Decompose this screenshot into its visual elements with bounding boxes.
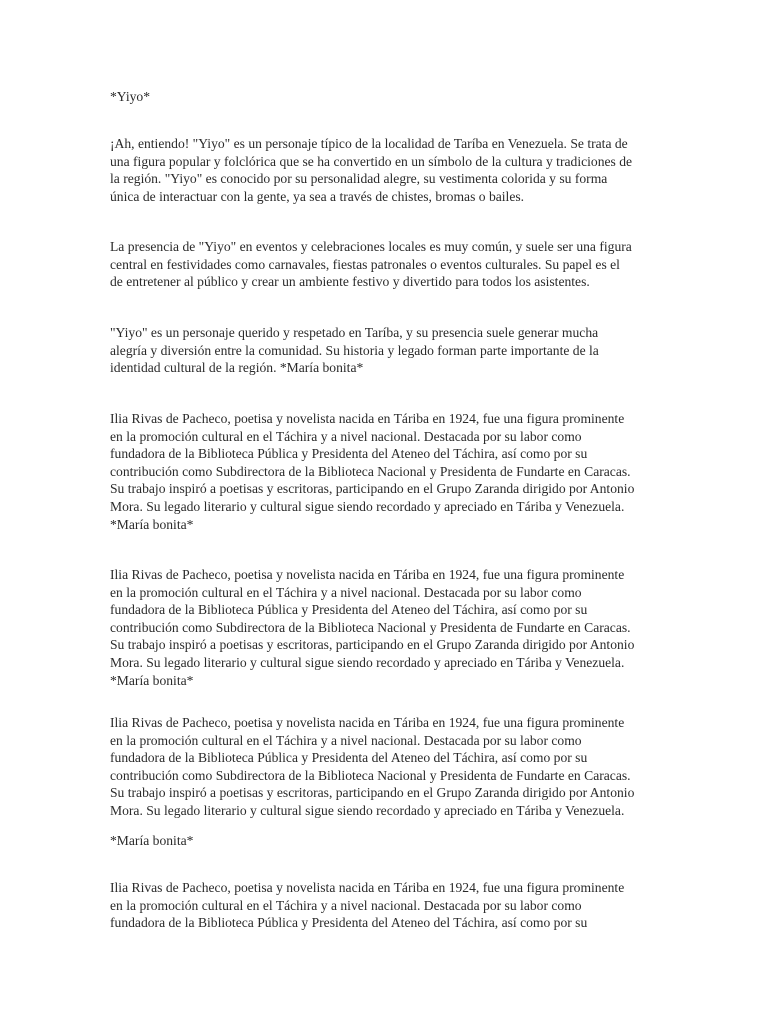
paragraph-ilia-rivas-3 <box>110 714 670 820</box>
paragraph-yiyo-legacy <box>110 324 670 377</box>
signature-line: *María bonita* <box>110 672 194 688</box>
text-line: fundadora de la Biblioteca Pública y Presidenta del Ateneo del Táchira, así como por su <box>110 750 588 766</box>
text-line: identidad cultural de la región. *María bonita* <box>110 360 364 376</box>
text-line: contribución como Subdirectora de la Biblioteca Nacional y Presidenta de Fundarte en Caracas. <box>110 619 631 635</box>
title-line: *Yiyo* <box>110 89 151 104</box>
text-line: fundadora de la Biblioteca Pública y Presidenta del Ateneo del Táchira, así como por su <box>110 602 588 618</box>
text-line: Ilia Rivas de Pacheco, poetisa y novelista nacida en Táriba en 1924, fue una figura prominente <box>110 411 625 426</box>
text-line: única de interactuar con la gente, ya sea a través de chistes, bromas o bailes. <box>110 188 525 204</box>
text-line: en la promoción cultural en el Táchira y a nivel nacional. Destacada por su labor como <box>110 732 582 748</box>
text-line: Mora. Su legado literario y cultural sigue siendo recordado y apreciado en Táriba y Venezuela. <box>110 802 625 818</box>
signature-line: *María bonita* <box>110 516 194 532</box>
text-line: en la promoción cultural en el Táchira y a nivel nacional. Destacada por su labor como <box>110 428 582 444</box>
text-line: la región. "Yiyo" es conocido por su personalidad alegre, su vestimenta colorida y su forma <box>110 171 608 187</box>
text-line: Mora. Su legado literario y cultural sigue siendo recordado y apreciado en Táriba y Venezuela. <box>110 498 625 514</box>
text-line: contribución como Subdirectora de la Biblioteca Nacional y Presidenta de Fundarte en Caracas. <box>110 767 631 783</box>
text-line: en la promoción cultural en el Táchira y a nivel nacional. Destacada por su labor como <box>110 897 582 913</box>
text-line: Su trabajo inspiró a poetisas y escritoras, participando en el Grupo Zaranda dirigido por Antonio <box>110 785 635 801</box>
text-line: Ilia Rivas de Pacheco, poetisa y novelista nacida en Táriba en 1924, fue una figura prominente <box>110 880 625 895</box>
text-line: central en festividades como carnavales, fiestas patronales o eventos culturales. Su papel es el <box>110 256 620 272</box>
text-line: Su trabajo inspiró a poetisas y escritoras, participando en el Grupo Zaranda dirigido por Antonio <box>110 481 635 497</box>
text-line: contribución como Subdirectora de la Biblioteca Nacional y Presidenta de Fundarte en Caracas. <box>110 463 631 479</box>
document-title <box>110 88 670 106</box>
text-line: fundadora de la Biblioteca Pública y Presidenta del Ateneo del Táchira, así como por su <box>110 915 588 931</box>
text-line: en la promoción cultural en el Táchira y a nivel nacional. Destacada por su labor como <box>110 584 582 600</box>
text-line: Su trabajo inspiró a poetisas y escritoras, participando en el Grupo Zaranda dirigido por Antonio <box>110 637 635 653</box>
text-line: La presencia de "Yiyo" en eventos y celebraciones locales es muy común, y suele ser una figura <box>110 239 632 254</box>
text-line: alegría y diversión entre la comunidad. Su historia y legado forman parte importante de la <box>110 342 599 358</box>
paragraph-yiyo-events <box>110 238 670 291</box>
paragraph-ilia-rivas-1 <box>110 410 670 533</box>
paragraph-ilia-rivas-4 <box>110 879 670 932</box>
paragraph-ilia-rivas-2 <box>110 566 670 689</box>
text-line: fundadora de la Biblioteca Pública y Presidenta del Ateneo del Táchira, así como por su <box>110 446 588 462</box>
text-line: Ilia Rivas de Pacheco, poetisa y novelista nacida en Táriba en 1924, fue una figura prominente <box>110 567 625 582</box>
paragraph-yiyo-intro <box>110 135 670 205</box>
text-line: una figura popular y folclórica que se ha convertido en un símbolo de la cultura y tradiciones de <box>110 153 633 169</box>
text-line: "Yiyo" es un personaje querido y respetado en Taríba, y su presencia suele generar mucha <box>110 325 599 340</box>
signature-line: *María bonita* <box>110 833 194 848</box>
paragraph-signature <box>110 832 670 850</box>
text-line: Ilia Rivas de Pacheco, poetisa y novelista nacida en Táriba en 1924, fue una figura prominente <box>110 715 625 730</box>
text-line: de entretener al público y crear un ambiente festivo y divertido para todos los asistentes. <box>110 274 590 290</box>
text-line: Mora. Su legado literario y cultural sigue siendo recordado y apreciado en Táriba y Venezuela. <box>110 654 625 670</box>
text-line: ¡Ah, entiendo! "Yiyo" es un personaje típico de la localidad de Taríba en Venezuela. Se trata de <box>110 136 628 151</box>
